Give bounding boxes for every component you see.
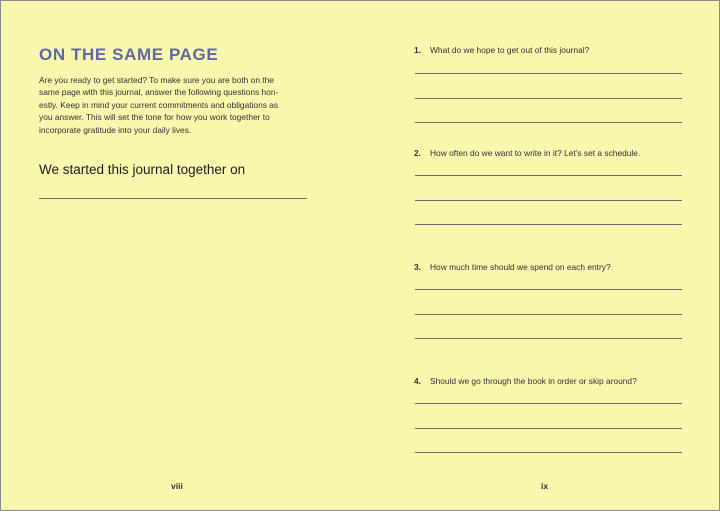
answer-line[interactable] — [415, 122, 682, 123]
answer-line[interactable] — [415, 289, 682, 290]
question-number: 4. — [414, 376, 421, 386]
answer-line[interactable] — [415, 73, 682, 74]
intro-line: same page with this journal, answer the following questions hon- — [39, 87, 279, 98]
question-4 — [414, 376, 637, 386]
right-page — [360, 1, 719, 510]
answer-line[interactable] — [415, 98, 682, 99]
question-text: How much time should we spend on each entry? — [430, 262, 611, 272]
answer-line[interactable] — [415, 428, 682, 429]
answer-line[interactable] — [415, 175, 682, 176]
start-date-line[interactable] — [39, 198, 307, 199]
answer-line[interactable] — [415, 452, 682, 453]
question-3 — [414, 262, 611, 272]
intro-line: incorporate gratitude into your daily lives. — [39, 124, 192, 135]
question-2 — [414, 148, 640, 158]
answer-line[interactable] — [415, 200, 682, 201]
question-number: 3. — [414, 262, 421, 272]
answer-line[interactable] — [415, 224, 682, 225]
intro-line: estly. Keep in mind your current commitments and obligations as — [39, 99, 279, 110]
page-number-right: ix — [541, 481, 549, 491]
question-number: 1. — [414, 45, 421, 55]
left-page — [1, 1, 360, 510]
question-1 — [414, 45, 589, 55]
question-text: Should we go through the book in order or skip around? — [430, 376, 637, 386]
answer-line[interactable] — [415, 403, 682, 404]
page-title: ON THE SAME PAGE — [39, 45, 219, 64]
question-text: How often do we want to write in it? Let’s set a schedule. — [430, 148, 641, 158]
intro-line: you answer. This will set the tone for how you work together to — [39, 112, 270, 123]
answer-line[interactable] — [415, 314, 682, 315]
intro-line: Are you ready to get started? To make sure you are both on the — [39, 75, 274, 85]
intro-paragraph — [39, 74, 309, 136]
answer-line[interactable] — [415, 338, 682, 339]
question-number: 2. — [414, 148, 421, 158]
start-date-prompt: We started this journal together on — [39, 162, 246, 177]
page-number-left: viii — [171, 481, 183, 491]
question-text: What do we hope to get out of this journal? — [430, 45, 590, 55]
